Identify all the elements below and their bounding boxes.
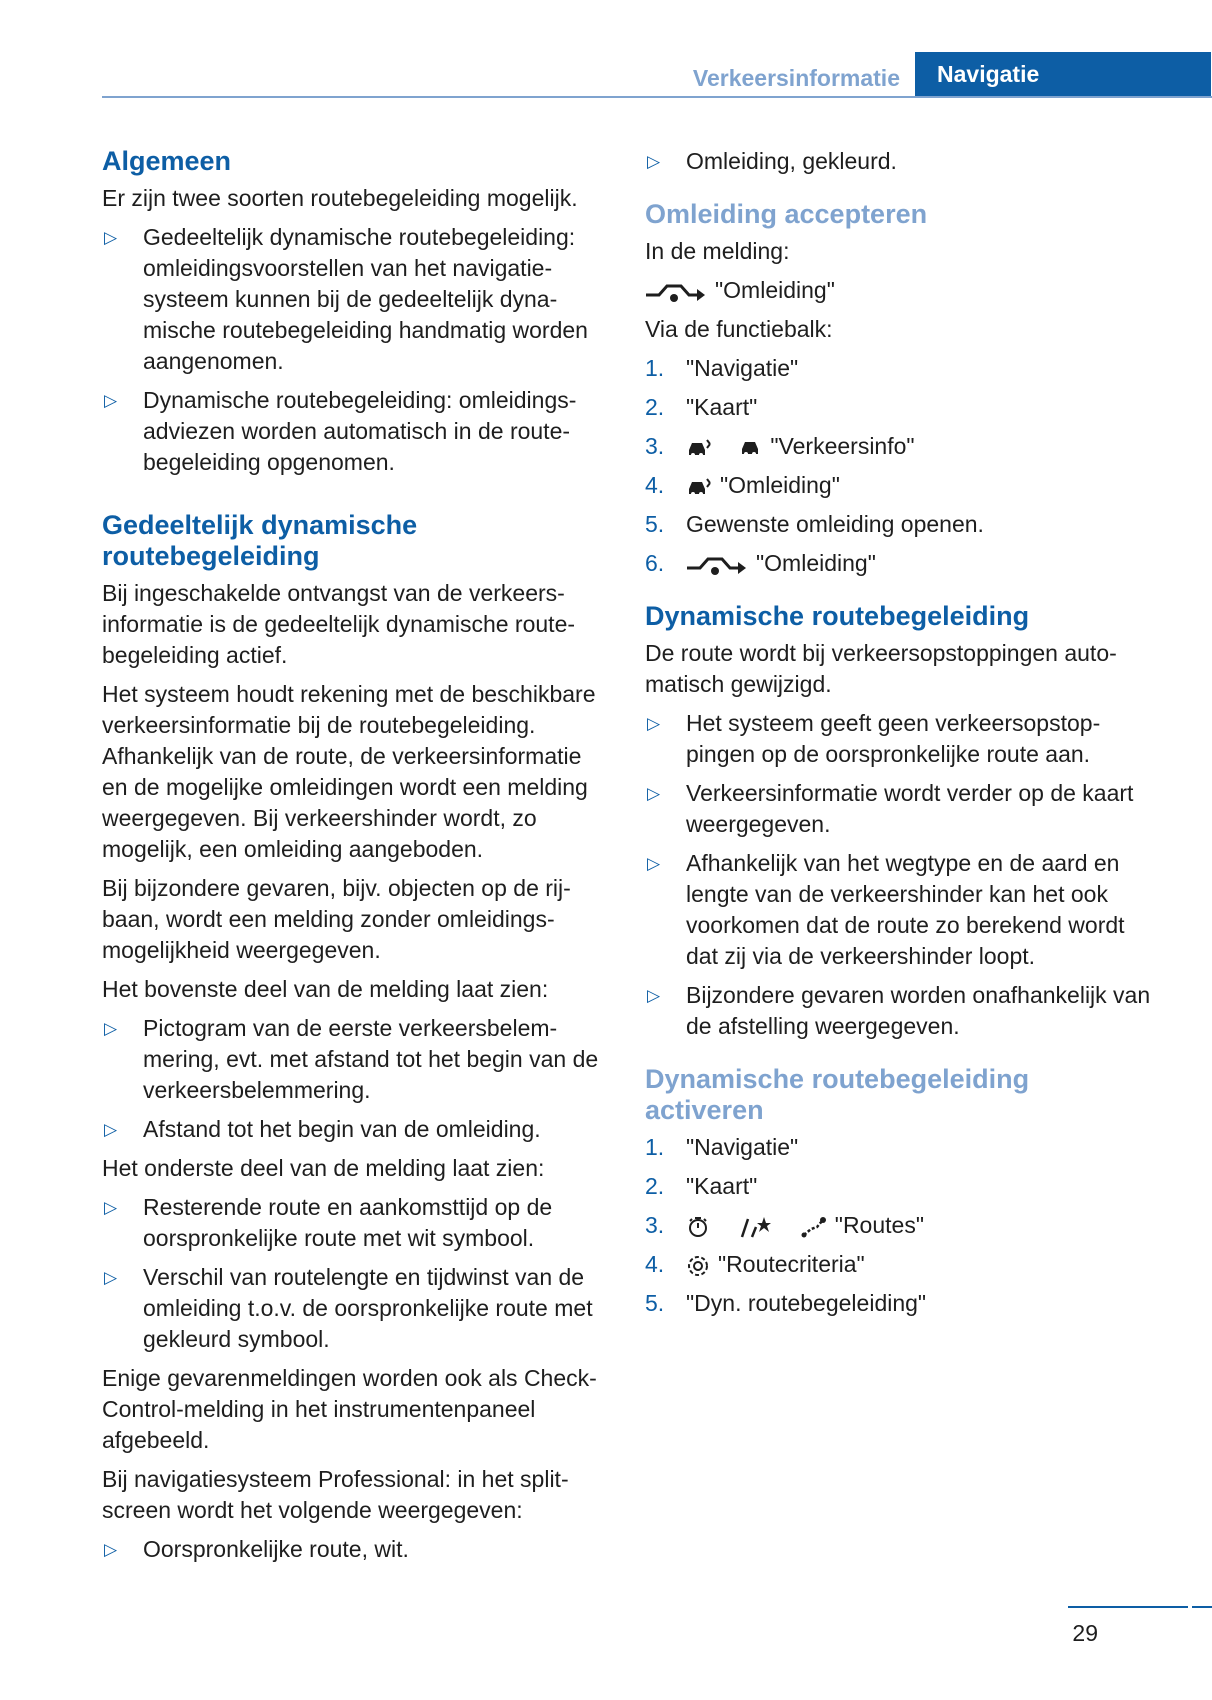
list-item: ▷ Omleiding, gekleurd.: [645, 146, 1155, 177]
list-item: ▷ Resterende route en aankomsttijd op de oorspronkelijke route met wit symbool.: [104, 1194, 553, 1251]
numbered-list: [645, 353, 1155, 579]
triangle-bullet-icon: ▷: [647, 152, 661, 171]
list-item: 1. "Navigatie": [645, 355, 799, 381]
list-item: 3. "Routes": [645, 1212, 924, 1238]
list-item: ▷ Het systeem geeft geen verkeersopstoppingen op de oorspronkelijke route aan.: [647, 710, 1101, 767]
paragraph: De route wordt bij verkeersopstoppingen automatisch gewijzigd.: [645, 640, 1117, 697]
section-title-gedeeltelijk: Gedeeltelijk dynamische routebegeleiding: [102, 510, 418, 571]
list-item: 4. "Omleiding": [645, 472, 840, 498]
triangle-bullet-icon: ▷: [104, 1268, 118, 1287]
triangle-bullet-icon: ▷: [647, 986, 661, 1005]
list-item: 1. "Navigatie": [645, 1134, 799, 1160]
section-title-dynamische: Dynamische routebegeleiding: [645, 601, 1030, 631]
paragraph: Enige gevarenmeldingen worden ook als Check-Control-melding in het instrumentenpaneel afgebeeld.: [102, 1365, 597, 1453]
bullet-list: [645, 708, 1155, 1042]
triangle-bullet-icon: ▷: [647, 714, 661, 733]
list-item: ▷ Bijzondere gevaren worden onafhankelijk van de afstelling weergegeven.: [647, 982, 1151, 1039]
route-icon: [801, 1215, 827, 1239]
list-item: ▷ Pictogram van de eerste verkeersbelemmering, evt. met afstand tot het begin van de verkeersbelemmering.: [104, 1015, 599, 1103]
list-item: ▷ Afstand tot het begin van de omleiding.: [102, 1114, 607, 1145]
list-item: 6. "Omleiding": [645, 550, 876, 576]
bullet-list: [102, 1192, 607, 1355]
list-item: ▷ Dynamische routebegeleiding: omleidingsadviezen worden automatisch in de routebegeleiding opgenomen.: [104, 387, 577, 475]
paragraph: Het bovenste deel van de melding laat zien:: [102, 976, 549, 1002]
section-title-omleiding-accepteren: Omleiding accepteren: [645, 199, 928, 229]
bullet-list: [102, 222, 607, 478]
bullet-list: [645, 146, 1155, 177]
list-item: 2. "Kaart": [645, 394, 758, 420]
list-item: ▷ Gedeeltelijk dynamische routebegeleiding: omleidingsvoorstellen van het navigatiesysteem kunnen bij de gedeeltelijk dynamische routebegeleiding handmatig worden aangenomen.: [104, 224, 588, 374]
header-divider: [102, 96, 1212, 98]
triangle-bullet-icon: ▷: [104, 1120, 118, 1139]
list-item: 5. Gewenste omleiding openen.: [645, 511, 984, 537]
triangle-bullet-icon: ▷: [104, 1019, 118, 1038]
right-column: [645, 146, 1155, 1327]
list-item: ▷ Afhankelijk van het wegtype en de aard en lengte van de verkeershinder kan het ook voorkomen dat de route zo berekend wordt dat zij via de verkeershinder loopt.: [647, 850, 1125, 969]
footer-divider: [1068, 1606, 1188, 1608]
list-item: 5. "Dyn. routebegeleiding": [645, 1290, 927, 1316]
detour-icon: [686, 554, 748, 576]
footer-divider-end: [1192, 1606, 1212, 1608]
header-section-title: Verkeersinformatie: [692, 65, 900, 91]
list-item: ▷ Oorspronkelijke route, wit.: [102, 1534, 607, 1565]
list-item: ▷ Verschil van routelengte en tijdwinst van de omleiding t.o.v. de oorspronkelijke route met gekleurd symbool.: [104, 1264, 593, 1352]
paragraph: Het systeem houdt rekening met de beschikbare verkeersinformatie bij de routebegeleiding. Afhankelijk van de route, de verkeersinformatie en de mogelijke omleidingen wordt een melding weergegeven. Bij verkeershinder wordt, zo mogelijk, een omleiding aangeboden.: [102, 681, 596, 862]
triangle-bullet-icon: ▷: [104, 1540, 118, 1559]
bullet-list: [102, 1534, 607, 1565]
traffic-car-icon: [686, 477, 712, 497]
bullet-list: [102, 1013, 607, 1145]
section-title-algemeen: Algemeen: [102, 146, 232, 176]
gear-icon: [686, 1254, 710, 1278]
paragraph: Via de functiebalk:: [645, 316, 833, 342]
detour-icon: [645, 281, 707, 303]
header-chapter-tab: Navigatie: [915, 52, 1211, 97]
detour-icon-line: "Omleiding": [645, 275, 1155, 306]
traffic-car-icon: [686, 438, 712, 458]
list-item: 4. "Routecriteria": [645, 1251, 865, 1277]
page-number: 29: [1072, 1620, 1098, 1646]
left-column: [102, 146, 607, 1573]
triangle-bullet-icon: ▷: [104, 1198, 118, 1217]
triangle-bullet-icon: ▷: [647, 854, 661, 873]
paragraph: Bij navigatiesysteem Professional: in het splitscreen wordt het volgende weergegeven:: [102, 1466, 569, 1523]
list-item: 3. "Verkeersinfo": [645, 433, 915, 459]
paragraph: Het onderste deel van de melding laat zien:: [102, 1155, 545, 1181]
car-icon: [740, 439, 762, 457]
paragraph: Bij ingeschakelde ontvangst van de verkeersinformatie is de gedeeltelijk dynamische routebegeleiding actief.: [102, 580, 576, 668]
paragraph: Bij bijzondere gevaren, bijv. objecten op de rijbaan, wordt een melding zonder omleidingsmogelijkheid weergegeven.: [102, 875, 571, 963]
triangle-bullet-icon: ▷: [647, 784, 661, 803]
numbered-list: [645, 1132, 1155, 1319]
list-item: ▷ Verkeersinformatie wordt verder op de kaart weergegeven.: [647, 780, 1134, 837]
stopwatch-icon: [686, 1215, 710, 1239]
paragraph: In de melding:: [645, 238, 790, 264]
paragraph: Er zijn twee soorten routebegeleiding mogelijk.: [102, 185, 578, 211]
triangle-bullet-icon: ▷: [104, 228, 118, 247]
triangle-bullet-icon: ▷: [104, 391, 118, 410]
road-star-icon: [738, 1215, 772, 1239]
section-title-activeren: Dynamische routebegeleiding activeren: [645, 1064, 1030, 1125]
list-item: 2. "Kaart": [645, 1173, 758, 1199]
